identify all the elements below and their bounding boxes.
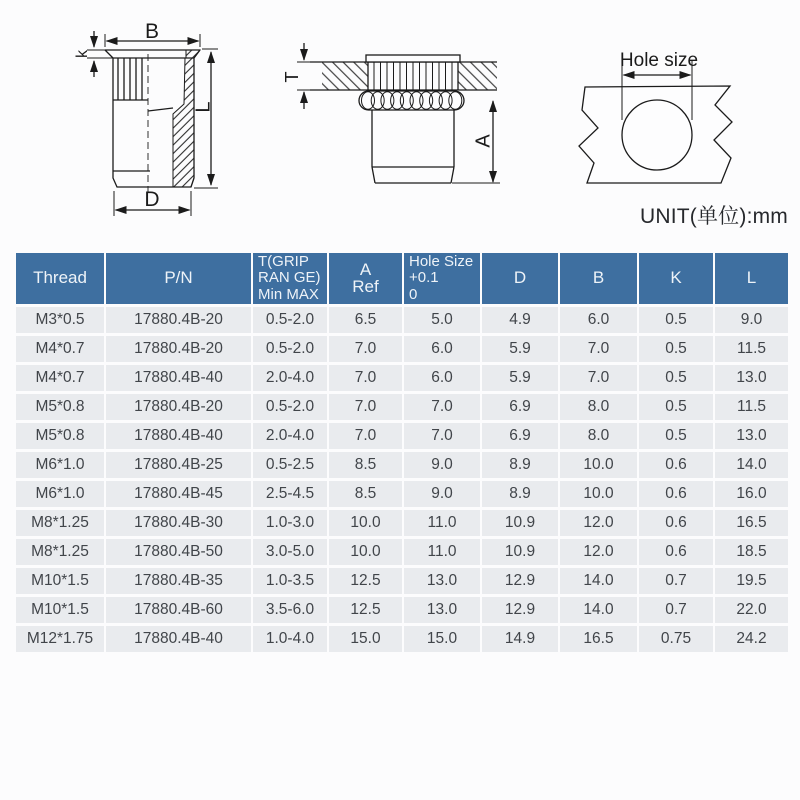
- table-cell: 14.9: [482, 626, 558, 652]
- table-cell: 10.0: [560, 452, 637, 478]
- table-cell: 12.5: [329, 597, 402, 623]
- table-cell: 22.0: [715, 597, 788, 623]
- table-cell: 16.5: [715, 510, 788, 536]
- flange-corner-hatch: [186, 50, 200, 58]
- table-cell: 17880.4B-35: [106, 568, 251, 594]
- column-header: [106, 253, 251, 304]
- table-cell: 0.5-2.0: [253, 394, 327, 420]
- table-cell: 7.0: [404, 423, 480, 449]
- table-cell: 12.9: [482, 568, 558, 594]
- table-cell: 7.0: [329, 336, 402, 362]
- table-cell: 0.6: [639, 481, 713, 507]
- table-cell: 15.0: [329, 626, 402, 652]
- table-cell: 15.0: [404, 626, 480, 652]
- table-cell: 17880.4B-40: [106, 423, 251, 449]
- table-cell: 8.5: [329, 452, 402, 478]
- table-cell: 11.5: [715, 336, 788, 362]
- table-cell: 17880.4B-20: [106, 394, 251, 420]
- table-cell: 7.0: [329, 365, 402, 391]
- table-row: [16, 539, 788, 565]
- table-cell: 1.0-3.5: [253, 568, 327, 594]
- table-cell: 8.9: [482, 452, 558, 478]
- knurl-lines: [113, 58, 148, 100]
- table-cell: 8.9: [482, 481, 558, 507]
- table-cell: 16.0: [715, 481, 788, 507]
- header-line: 0: [409, 285, 418, 303]
- table-cell: 0.6: [639, 452, 713, 478]
- table-cell: 9.0: [404, 452, 480, 478]
- dim-label-t: T: [281, 71, 302, 83]
- table-cell: 16.5: [560, 626, 637, 652]
- table-cell: 17880.4B-40: [106, 626, 251, 652]
- table-cell: 2.0-4.0: [253, 423, 327, 449]
- table-cell: 3.0-5.0: [253, 539, 327, 565]
- table-cell: 0.6: [639, 510, 713, 536]
- table-cell: 17880.4B-25: [106, 452, 251, 478]
- table-cell: 17880.4B-50: [106, 539, 251, 565]
- column-header: [329, 253, 402, 304]
- dim-label-d: D: [144, 188, 160, 211]
- table-row: [16, 626, 788, 652]
- table-cell: 0.7: [639, 597, 713, 623]
- table-cell: 0.6: [639, 539, 713, 565]
- hole-view-diagram: [579, 50, 732, 183]
- table-cell: 7.0: [560, 365, 637, 391]
- table-cell: 14.0: [560, 597, 637, 623]
- table-cell: 7.0: [329, 423, 402, 449]
- table-cell: 7.0: [329, 394, 402, 420]
- table-cell: 10.0: [329, 510, 402, 536]
- table-cell: M10*1.5: [16, 597, 104, 623]
- table-cell: 0.5: [639, 307, 713, 333]
- dim-label-b: B: [144, 20, 160, 43]
- table-cell: 13.0: [715, 365, 788, 391]
- table-cell: 6.0: [404, 365, 480, 391]
- table-cell: 19.5: [715, 568, 788, 594]
- table-cell: 0.5-2.0: [253, 307, 327, 333]
- table-cell: 12.9: [482, 597, 558, 623]
- header-line: Ref: [352, 276, 379, 296]
- table-cell: 18.5: [715, 539, 788, 565]
- hole-circle: [622, 100, 692, 170]
- table-cell: 14.0: [715, 452, 788, 478]
- table-cell: M12*1.75: [16, 626, 104, 652]
- table-cell: 13.0: [404, 597, 480, 623]
- table-cell: 12.0: [560, 539, 637, 565]
- section-wall-hatch: [173, 58, 194, 187]
- table-cell: M8*1.25: [16, 539, 104, 565]
- table-cell: 1.0-3.0: [253, 510, 327, 536]
- table-cell: 6.0: [560, 307, 637, 333]
- table-row: [16, 452, 788, 478]
- header-line: Thread: [33, 268, 87, 288]
- table-header-row: [16, 253, 788, 304]
- table-cell: 13.0: [404, 568, 480, 594]
- table-cell: 17880.4B-20: [106, 336, 251, 362]
- table-cell: 6.0: [404, 336, 480, 362]
- table-cell: 13.0: [715, 423, 788, 449]
- table-cell: M4*0.7: [16, 336, 104, 362]
- table-row: [16, 336, 788, 362]
- table-cell: 11.5: [715, 394, 788, 420]
- header-line: RAN GE): [258, 269, 321, 287]
- table-cell: 8.5: [329, 481, 402, 507]
- table-cell: 0.7: [639, 568, 713, 594]
- table-cell: 10.9: [482, 539, 558, 565]
- header-line: L: [746, 268, 757, 288]
- spec-table-body: [16, 307, 788, 652]
- table-cell: 0.5: [639, 336, 713, 362]
- table-cell: 9.0: [404, 481, 480, 507]
- sheet-hatch-left: [322, 62, 368, 90]
- table-cell: 0.5-2.0: [253, 336, 327, 362]
- header-line: T(GRIP: [258, 252, 309, 270]
- column-header: [715, 253, 788, 304]
- table-cell: 11.0: [404, 539, 480, 565]
- table-cell: 5.0: [404, 307, 480, 333]
- table-cell: 12.5: [329, 568, 402, 594]
- table-row: [16, 423, 788, 449]
- dim-label-l: L: [192, 101, 215, 113]
- table-cell: 8.0: [560, 394, 637, 420]
- table-cell: 6.9: [482, 423, 558, 449]
- header-line: P/N: [164, 268, 193, 288]
- table-cell: 10.0: [560, 481, 637, 507]
- table-row: [16, 597, 788, 623]
- table-cell: 0.5-2.5: [253, 452, 327, 478]
- table-cell: 17880.4B-40: [106, 365, 251, 391]
- column-header: [404, 253, 480, 304]
- table-cell: 17880.4B-60: [106, 597, 251, 623]
- table-cell: M3*0.5: [16, 307, 104, 333]
- l-extension-lines: [194, 49, 218, 188]
- table-cell: 7.0: [404, 394, 480, 420]
- installed-body-outline: [372, 110, 454, 183]
- table-cell: 2.0-4.0: [253, 365, 327, 391]
- dim-label-k: k: [74, 50, 92, 58]
- table-cell: M10*1.5: [16, 568, 104, 594]
- column-header: [253, 253, 327, 304]
- table-row: [16, 481, 788, 507]
- table-cell: 0.5: [639, 423, 713, 449]
- table-row: [16, 307, 788, 333]
- header-line: A: [359, 260, 372, 279]
- table-cell: 9.0: [715, 307, 788, 333]
- table-cell: 14.0: [560, 568, 637, 594]
- table-cell: 0.5: [639, 394, 713, 420]
- table-cell: M6*1.0: [16, 452, 104, 478]
- table-cell: 17880.4B-45: [106, 481, 251, 507]
- table-cell: 2.5-4.5: [253, 481, 327, 507]
- hole-size-label: Hole size: [619, 50, 699, 71]
- table-cell: 24.2: [715, 626, 788, 652]
- header-line: Hole Size: [409, 252, 474, 270]
- table-cell: M8*1.25: [16, 510, 104, 536]
- knurl-lines-installed: [374, 62, 452, 90]
- header-line: B: [592, 268, 605, 288]
- spec-table: [14, 250, 790, 655]
- table-cell: 17880.4B-30: [106, 510, 251, 536]
- table-cell: 10.0: [329, 539, 402, 565]
- dim-label-a: A: [472, 134, 495, 148]
- table-cell: 6.9: [482, 394, 558, 420]
- table-cell: 5.9: [482, 365, 558, 391]
- unit-label: UNIT(单位):mm: [639, 205, 788, 228]
- table-cell: 8.0: [560, 423, 637, 449]
- table-cell: M4*0.7: [16, 365, 104, 391]
- table-cell: 3.5-6.0: [253, 597, 327, 623]
- table-cell: 10.9: [482, 510, 558, 536]
- table-cell: M6*1.0: [16, 481, 104, 507]
- table-cell: 17880.4B-20: [106, 307, 251, 333]
- header-line: Min MAX: [258, 285, 319, 303]
- table-row: [16, 510, 788, 536]
- table-cell: 6.5: [329, 307, 402, 333]
- flange-top: [366, 55, 460, 62]
- table-cell: 4.9: [482, 307, 558, 333]
- wall-step-line: [148, 108, 173, 111]
- table-cell: 11.0: [404, 510, 480, 536]
- table-row: [16, 365, 788, 391]
- column-header: [639, 253, 713, 304]
- installed-view-diagram: [282, 43, 500, 183]
- table-row: [16, 568, 788, 594]
- column-header: [482, 253, 558, 304]
- table-cell: 12.0: [560, 510, 637, 536]
- header-line: K: [670, 268, 682, 288]
- table-cell: 0.5: [639, 365, 713, 391]
- table-row: [16, 394, 788, 420]
- table-cell: 5.9: [482, 336, 558, 362]
- table-cell: 1.0-4.0: [253, 626, 327, 652]
- column-header: [560, 253, 637, 304]
- table-cell: M5*0.8: [16, 394, 104, 420]
- header-line: +0.1: [409, 269, 439, 287]
- table-cell: 0.75: [639, 626, 713, 652]
- column-header: [16, 253, 104, 304]
- header-line: D: [513, 268, 527, 288]
- table-cell: 7.0: [560, 336, 637, 362]
- table-cell: M5*0.8: [16, 423, 104, 449]
- sheet-hatch-right: [458, 62, 497, 90]
- side-view-diagram: [74, 20, 218, 216]
